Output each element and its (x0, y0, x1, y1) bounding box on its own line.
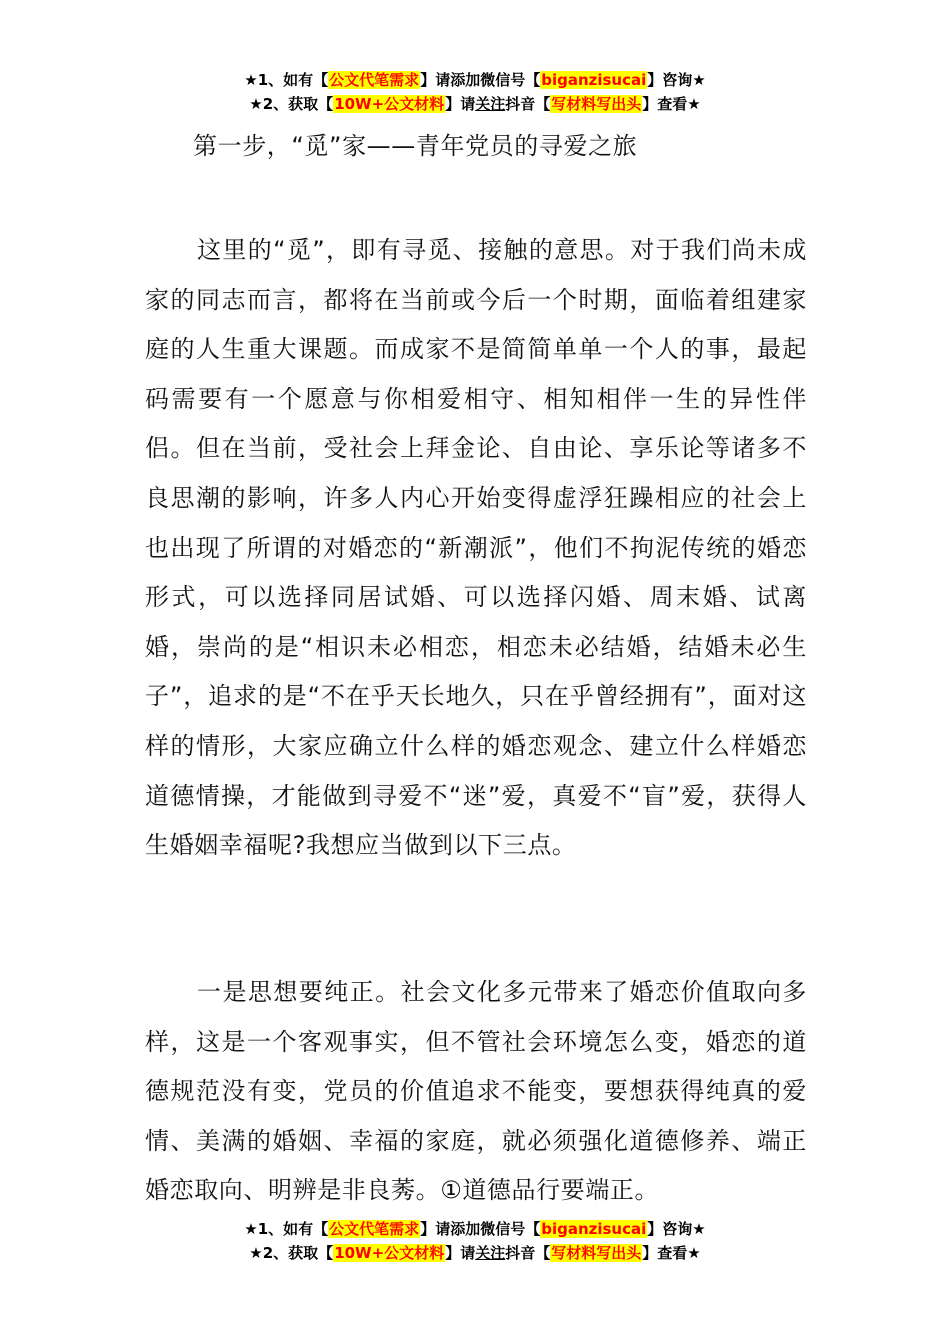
footer-highlight-douyin-account: 写材料写出头 (551, 1244, 642, 1262)
underlined-follow: 关注 (475, 95, 506, 113)
footer-highlight-materials: 10W+公文材料 (334, 1244, 445, 1262)
footer-highlight-wechat-id: biganzisucai (541, 1220, 647, 1238)
footer-banner (0, 1217, 950, 1265)
footer-banner-line-1: ★1、如有【公文代笔需求】请添加微信号【biganzisucai】咨询★ (244, 1220, 706, 1238)
footer-underlined-follow: 关注 (475, 1244, 506, 1262)
banner-line-1: ★1、如有【公文代笔需求】请添加微信号【biganzisucai】咨询★ (244, 71, 706, 89)
section-heading: 第一步，“觅”家——青年党员的寻爱之旅 (193, 132, 638, 160)
highlight-douyin-account: 写材料写出头 (551, 95, 642, 113)
highlight-service: 公文代笔需求 (329, 71, 420, 89)
body-paragraph-1: 这里的“觅”，即有寻觅、接触的意思。对于我们尚未成家的同志而言，都将在当前或今后一个时期，面临着组建家庭的人生重大课题。而成家不是简简单单一个人的事，最起码需要有一个愿意与你相爱相守、相知相伴一生的异性伴侣。但在当前，受社会上拜金论、自由论、享乐论等诸多不良思潮的影响，许多人内心开始变得虚浮狂躁相应的社会上也出现了所谓的对婚恋的“新潮派”，他们不拘泥传统的婚恋形式，可以选择同居试婚、可以选择闪婚、周末婚、试离婚，崇尚的是“相识未必相恋，相恋未必结婚，结婚未必生子”，追求的是“不在乎天长地久，只在乎曾经拥有”，面对这样的情形，大家应确立什么样的婚恋观念、建立什么样婚恋道德情操，才能做到寻爱不“迷”爱，真爱不“盲”爱，获得人生婚姻幸福呢?我想应当做到以下三点。 (145, 236, 807, 860)
body-paragraph-2: 一是思想要纯正。社会文化多元带来了婚恋价值取向多样，这是一个客观事实，但不管社会环境怎么变，婚恋的道德规范没有变，党员的价值追求不能变，要想获得纯真的爱情、美满的婚姻、幸福的家庭，就必须强化道德修养、端正婚恋取向、明辨是非良莠。①道德品行要端正。 (145, 978, 807, 1205)
highlight-materials: 10W+公文材料 (334, 95, 445, 113)
footer-banner-line-2: ★2、获取【10W+公文材料】请关注抖音【写材料写出头】查看★ (249, 1244, 701, 1262)
header-banner (0, 68, 950, 116)
footer-highlight-service: 公文代笔需求 (329, 1220, 420, 1238)
banner-line-2: ★2、获取【10W+公文材料】请关注抖音【写材料写出头】查看★ (249, 95, 701, 113)
highlight-wechat-id: biganzisucai (541, 71, 647, 89)
